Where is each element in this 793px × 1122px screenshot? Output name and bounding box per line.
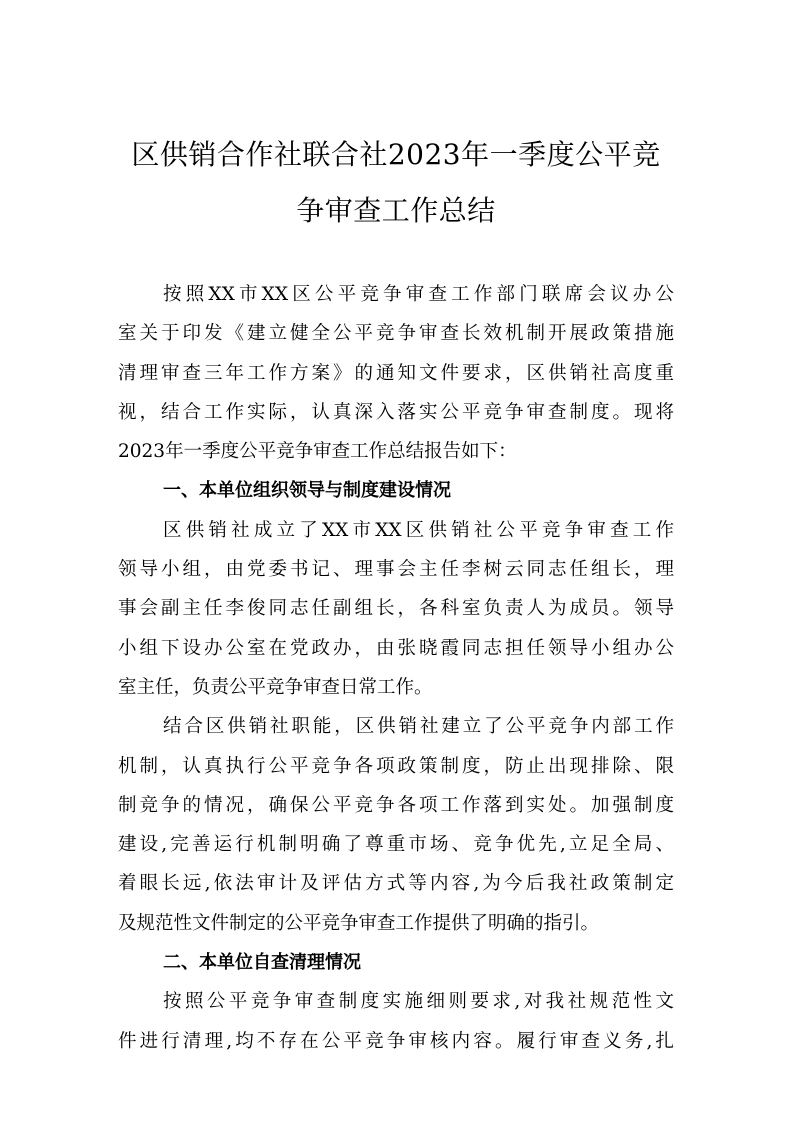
- paragraph-line: 按照XX市XX区公平竞争审查工作部门联席会议办公: [163, 284, 674, 305]
- paragraph-line: 及规范性文件制定的公平竞争审查工作提供了明确的指引。: [118, 912, 600, 934]
- paragraph-line: 区供销社成立了XX市XX区供销社公平竞争审查工作: [163, 519, 674, 541]
- document-title-line-2: 争审查工作总结: [296, 194, 496, 227]
- paragraph-line: 机制，认真执行公平竞争各项政策制度，防止出现排除、限: [118, 755, 674, 777]
- paragraph-line: 制竞争的情况，确保公平竞争各项工作落到实处。加强制度: [118, 794, 674, 816]
- paragraph-line: 事会副主任李俊同志任副组长，各科室负责人为成员。领导: [118, 598, 674, 620]
- paragraph-line: 领导小组，由党委书记、理事会主任李树云同志任组长，理: [118, 559, 674, 581]
- paragraph-line: 小组下设办公室在党政办，由张晓霞同志担任领导小组办公: [118, 637, 674, 659]
- paragraph-line: 建设,完善运行机制明确了尊重市场、竞争优先,立足全局、: [118, 834, 674, 856]
- paragraph-line: 室主任，负责公平竞争审查日常工作。: [118, 676, 433, 698]
- paragraph-line: 视，结合工作实际，认真深入落实公平竞争审查制度。现将: [118, 401, 674, 423]
- document-title-line-1: 区供销合作社联合社2023年一季度公平竞: [131, 138, 661, 171]
- paragraph-line: 结合区供销社职能，区供销社建立了公平竞争内部工作: [163, 716, 674, 738]
- section-heading: 一、本单位组织领导与制度建设情况: [163, 480, 451, 502]
- paragraph-line: 件进行清理,均不存在公平竞争审核内容。履行审查义务,扎: [118, 1030, 674, 1052]
- paragraph-line: 清理审查三年工作方案》的通知文件要求，区供销社高度重: [118, 362, 674, 384]
- paragraph-line: 室关于印发《建立健全公平竞争审查长效机制开展政策措施: [118, 323, 674, 345]
- section-heading: 二、本单位自查清理情况: [163, 952, 361, 974]
- document-body: [118, 275, 674, 1061]
- paragraph-line: 2023年一季度公平竞争审查工作总结报告如下：: [118, 441, 517, 463]
- paragraph-line: 按照公平竞争审查制度实施细则要求,对我社规范性文: [163, 991, 674, 1013]
- paragraph-line: 着眼长远,依法审计及评估方式等内容,为今后我社政策制定: [118, 873, 674, 895]
